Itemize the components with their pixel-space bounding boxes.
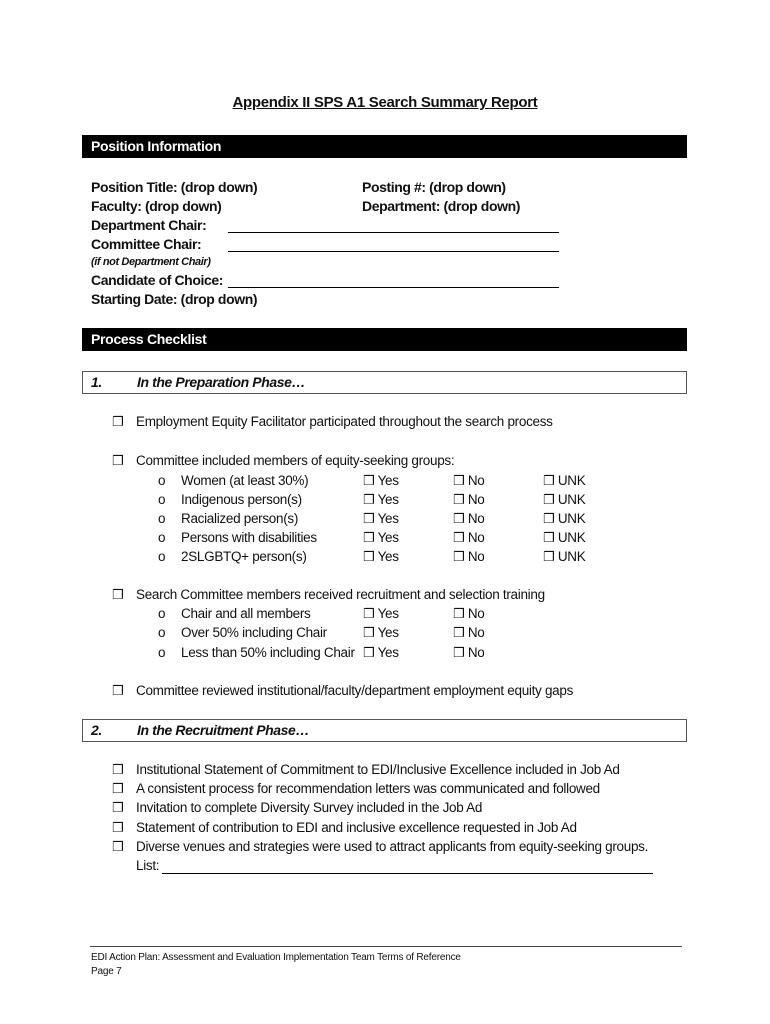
recruitment-item-label: A consistent process for recommendation letters was communicated and followed (136, 781, 600, 796)
group-no-option[interactable]: ❒ No (453, 530, 485, 546)
phase-2-number: 2. (91, 722, 102, 738)
checklist-item-committee-label: Committee included members of equity-seeking groups: (136, 453, 455, 468)
training-no-option[interactable]: ❒ No (453, 625, 485, 641)
checklist-item-efp (112, 414, 123, 430)
checkbox-icon[interactable]: ❒ (112, 684, 124, 699)
training-yes-option[interactable]: ❒ Yes (363, 625, 399, 641)
position-info-header: Position Information (82, 135, 687, 158)
group-unk-option[interactable]: ❒ UNK (543, 492, 586, 508)
page-title: Appendix II SPS A1 Search Summary Report (232, 94, 538, 111)
phase-2-label: In the Recruitment Phase… (137, 722, 310, 738)
group-no-option[interactable]: ❒ No (453, 473, 485, 489)
checkbox-icon[interactable]: ❒ (112, 801, 124, 816)
checkbox-icon[interactable]: ❒ (453, 531, 465, 546)
footer-page-number: Page 7 (91, 966, 122, 977)
training-label: Less than 50% including Chair (181, 645, 355, 660)
checkbox-icon[interactable]: ❒ (543, 493, 555, 508)
checkbox-icon[interactable]: ❒ (363, 550, 375, 565)
checkbox-icon[interactable]: ❒ (112, 588, 124, 603)
list-label: List: (136, 858, 160, 873)
checkbox-icon[interactable]: ❒ (363, 493, 375, 508)
committee-chair-note: (if not Department Chair) (91, 256, 211, 268)
group-label: 2SLGBTQ+ person(s) (181, 549, 307, 564)
checkbox-icon[interactable]: ❒ (112, 415, 124, 430)
group-unk-option[interactable]: ❒ UNK (543, 530, 586, 546)
candidate-label: Candidate of Choice: (91, 272, 224, 288)
department-chair-input-line[interactable] (228, 232, 559, 233)
phase-1-label: In the Preparation Phase… (137, 374, 306, 390)
phase-1-box (82, 371, 687, 394)
group-unk-option[interactable]: ❒ UNK (543, 473, 586, 489)
list-input-line[interactable] (162, 873, 653, 874)
process-checklist-header: Process Checklist (82, 328, 687, 351)
training-yes-option[interactable]: ❒ Yes (363, 606, 399, 622)
checkbox-icon[interactable]: ❒ (363, 531, 375, 546)
position-title-field[interactable]: Position Title: (drop down) (91, 179, 258, 195)
posting-number-field[interactable]: Posting #: (drop down) (362, 179, 506, 195)
bullet-icon: o (158, 511, 166, 526)
checkbox-icon[interactable]: ❒ (453, 607, 465, 622)
footer-doc-title: EDI Action Plan: Assessment and Evaluation Implementation Team Terms of Reference (91, 952, 461, 963)
recruitment-item-label: Invitation to complete Diversity Survey included in the Job Ad (136, 800, 483, 815)
checkbox-icon[interactable]: ❒ (112, 763, 124, 778)
checkbox-icon[interactable]: ❒ (363, 607, 375, 622)
group-label: Women (at least 30%) (181, 473, 309, 488)
checkbox-icon[interactable]: ❒ (112, 782, 124, 797)
bullet-icon: o (158, 492, 166, 507)
group-yes-option[interactable]: ❒ Yes (363, 530, 399, 546)
training-label: Chair and all members (181, 606, 311, 621)
checkbox-icon[interactable]: ❒ (543, 531, 555, 546)
candidate-input-line[interactable] (228, 287, 559, 288)
group-yes-option[interactable]: ❒ Yes (363, 511, 399, 527)
checkbox-icon[interactable]: ❒ (363, 474, 375, 489)
checkbox-icon[interactable]: ❒ (453, 550, 465, 565)
checkbox-icon[interactable]: ❒ (543, 550, 555, 565)
recruitment-item-label: Diverse venues and strategies were used to attract applicants from equity-seeking groups. (136, 839, 649, 854)
checkbox-icon[interactable]: ❒ (112, 840, 124, 855)
group-unk-option[interactable]: ❒ UNK (543, 511, 586, 527)
group-label: Racialized person(s) (181, 511, 299, 526)
footer-divider (90, 946, 682, 947)
phase-2-box (82, 719, 687, 742)
group-yes-option[interactable]: ❒ Yes (363, 549, 399, 565)
checklist-item-gaps-label: Committee reviewed institutional/faculty/department employment equity gaps (136, 683, 574, 698)
bullet-icon: o (158, 645, 166, 660)
bullet-icon: o (158, 625, 166, 640)
checkbox-icon[interactable]: ❒ (112, 821, 124, 836)
committee-chair-label: Committee Chair: (91, 236, 202, 252)
bullet-icon: o (158, 530, 166, 545)
training-no-option[interactable]: ❒ No (453, 645, 485, 661)
group-no-option[interactable]: ❒ No (453, 492, 485, 508)
department-chair-label: Department Chair: (91, 217, 207, 233)
checkbox-icon[interactable]: ❒ (363, 646, 375, 661)
checkbox-icon[interactable]: ❒ (453, 474, 465, 489)
checkbox-icon[interactable]: ❒ (453, 646, 465, 661)
department-field[interactable]: Department: (drop down) (362, 198, 521, 214)
group-yes-option[interactable]: ❒ Yes (363, 473, 399, 489)
checklist-item-efp-label: Employment Equity Facilitator participated throughout the search process (136, 414, 553, 429)
checkbox-icon[interactable]: ❒ (543, 512, 555, 527)
group-no-option[interactable]: ❒ No (453, 549, 485, 565)
training-label: Over 50% including Chair (181, 625, 327, 640)
checkbox-icon[interactable]: ❒ (543, 474, 555, 489)
checkbox-icon[interactable]: ❒ (112, 454, 124, 469)
committee-chair-input-line[interactable] (228, 251, 559, 252)
checkbox-icon[interactable]: ❒ (453, 493, 465, 508)
group-yes-option[interactable]: ❒ Yes (363, 492, 399, 508)
checklist-item-training-label: Search Committee members received recruitment and selection training (136, 587, 545, 602)
checkbox-icon[interactable]: ❒ (363, 512, 375, 527)
recruitment-item-label: Statement of contribution to EDI and inclusive excellence requested in Job Ad (136, 820, 577, 835)
checkbox-icon[interactable]: ❒ (453, 626, 465, 641)
bullet-icon: o (158, 473, 166, 488)
starting-date-field[interactable]: Starting Date: (drop down) (91, 291, 258, 307)
recruitment-item-label: Institutional Statement of Commitment to EDI/Inclusive Excellence included in Job Ad (136, 762, 620, 777)
training-no-option[interactable]: ❒ No (453, 606, 485, 622)
group-no-option[interactable]: ❒ No (453, 511, 485, 527)
group-label: Persons with disabilities (181, 530, 317, 545)
bullet-icon: o (158, 549, 166, 564)
group-unk-option[interactable]: ❒ UNK (543, 549, 586, 565)
checkbox-icon[interactable]: ❒ (363, 626, 375, 641)
bullet-icon: o (158, 606, 166, 621)
training-yes-option[interactable]: ❒ Yes (363, 645, 399, 661)
faculty-field[interactable]: Faculty: (drop down) (91, 198, 222, 214)
checkbox-icon[interactable]: ❒ (453, 512, 465, 527)
phase-1-number: 1. (91, 374, 102, 390)
group-label: Indigenous person(s) (181, 492, 302, 507)
